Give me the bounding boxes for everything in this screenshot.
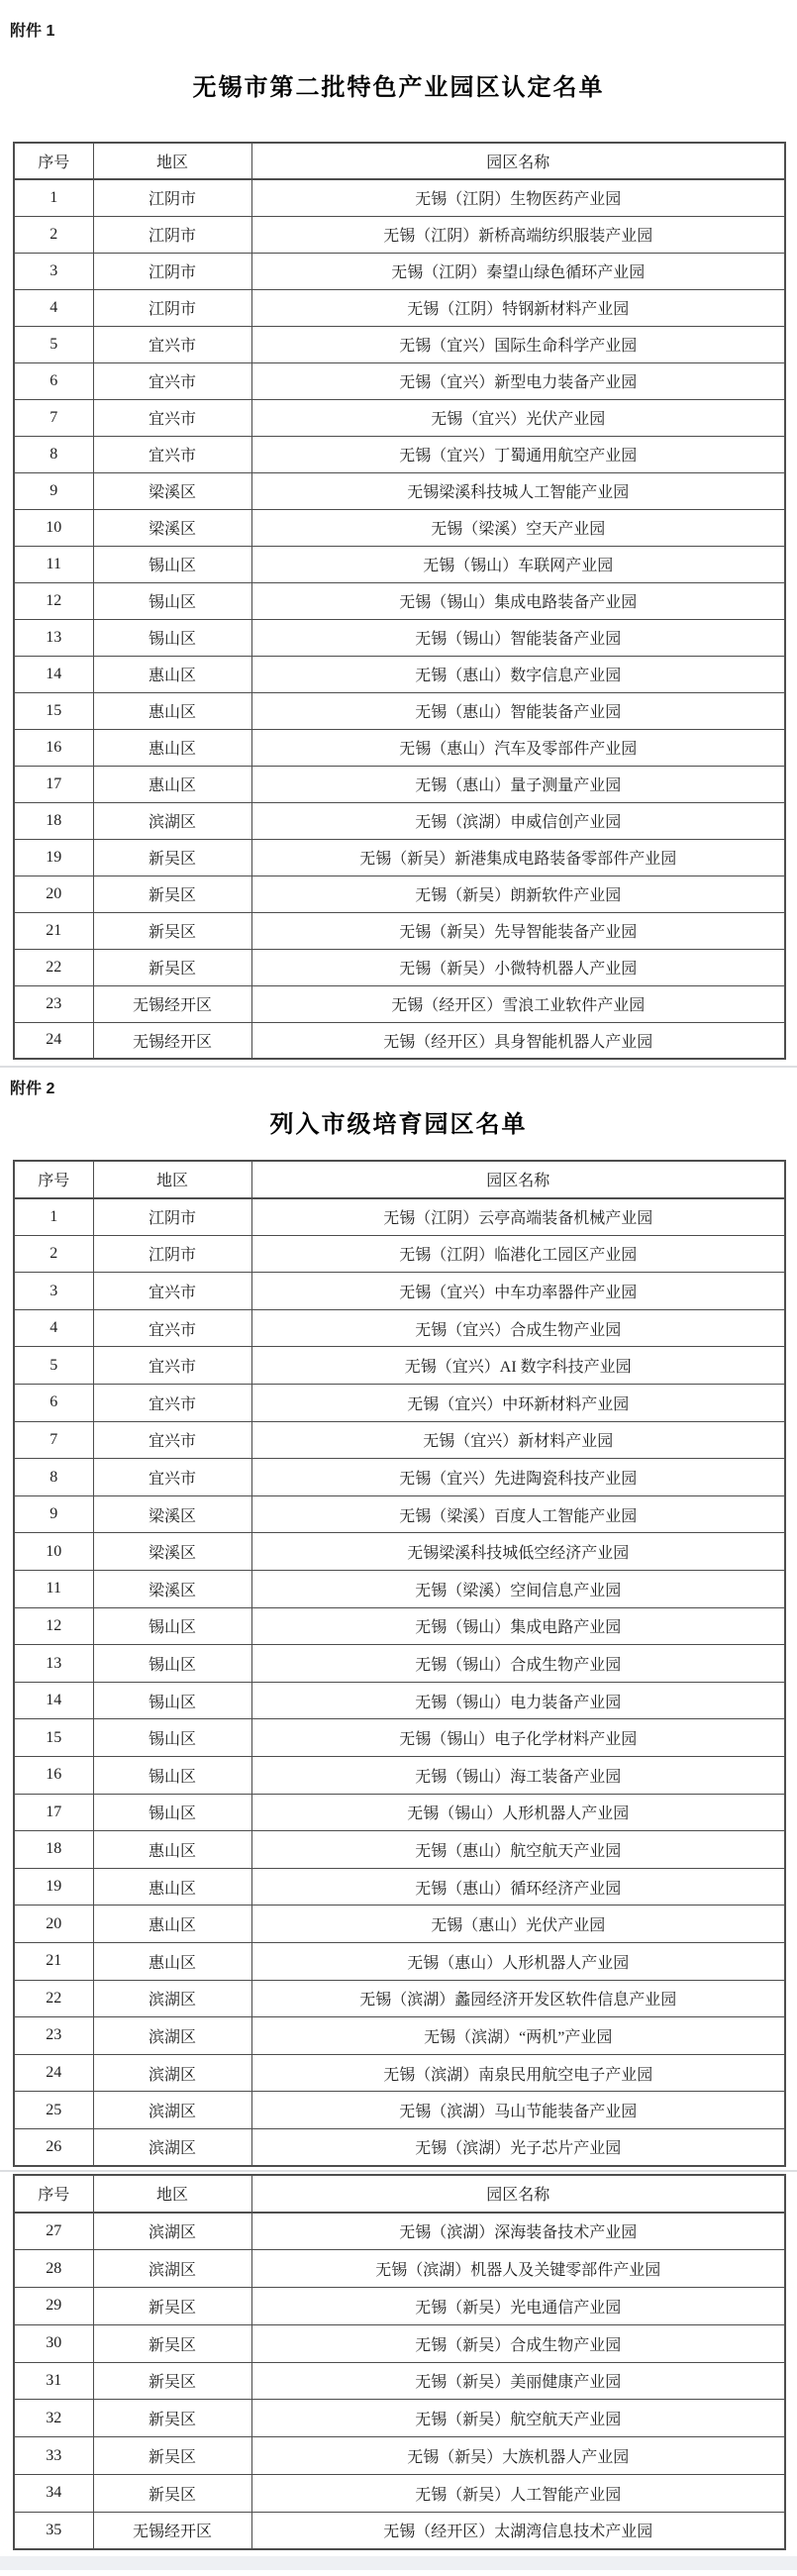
table-row — [14, 2287, 785, 2324]
district-cell: 锡山区 — [93, 582, 251, 619]
park-name-cell: 无锡（新吴）先导智能装备产业园 — [251, 912, 785, 949]
park-name-cell: 无锡（经开区）具身智能机器人产业园 — [251, 1022, 785, 1059]
park-name-cell: 无锡（梁溪）百度人工智能产业园 — [251, 1495, 785, 1533]
serial-number-cell: 8 — [14, 436, 93, 472]
serial-number-cell: 13 — [14, 619, 93, 656]
district-cell: 惠山区 — [93, 766, 251, 802]
table-row — [14, 912, 785, 949]
serial-number-cell: 17 — [14, 1794, 93, 1831]
recognized-parks-table — [13, 142, 786, 1060]
table-row — [14, 1309, 785, 1347]
serial-number-cell: 18 — [14, 802, 93, 839]
district-cell: 惠山区 — [93, 1942, 251, 1980]
table-row — [14, 1347, 785, 1385]
serial-number-cell: 3 — [14, 253, 93, 289]
district-cell: 江阴市 — [93, 179, 251, 216]
table-row — [14, 253, 785, 289]
district-cell: 锡山区 — [93, 546, 251, 582]
district-cell: 无锡经开区 — [93, 1022, 251, 1059]
district-cell: 新吴区 — [93, 2287, 251, 2324]
district-cell: 宜兴市 — [93, 436, 251, 472]
park-name-cell: 无锡（宜兴）合成生物产业园 — [251, 1309, 785, 1347]
park-name-cell: 无锡（江阴）云亭高端装备机械产业园 — [251, 1198, 785, 1236]
table-row — [14, 2362, 785, 2400]
table-row — [14, 1719, 785, 1757]
serial-number-cell: 10 — [14, 509, 93, 546]
district-cell: 锡山区 — [93, 1719, 251, 1757]
serial-number-cell: 19 — [14, 839, 93, 876]
district-cell: 新吴区 — [93, 912, 251, 949]
serial-number-cell: 17 — [14, 766, 93, 802]
district-cell: 宜兴市 — [93, 1459, 251, 1496]
district-cell: 锡山区 — [93, 619, 251, 656]
park-name-cell: 无锡（新吴）大族机器人产业园 — [251, 2437, 785, 2475]
table-row — [14, 2400, 785, 2437]
document-page-3 — [0, 2172, 797, 2556]
district-cell: 新吴区 — [93, 2324, 251, 2362]
cultivated-parks-table-continued — [13, 2174, 786, 2550]
district-cell: 江阴市 — [93, 253, 251, 289]
park-name-cell: 无锡（宜兴）先进陶瓷科技产业园 — [251, 1459, 785, 1496]
district-cell: 宜兴市 — [93, 399, 251, 436]
park-name-cell: 无锡（锡山）车联网产业园 — [251, 546, 785, 582]
park-name-cell: 无锡（锡山）人形机器人产业园 — [251, 1794, 785, 1831]
district-cell: 无锡经开区 — [93, 985, 251, 1022]
serial-number-cell: 8 — [14, 1459, 93, 1496]
table-row — [14, 1459, 785, 1496]
park-name-cell: 无锡（惠山）智能装备产业园 — [251, 692, 785, 729]
table-row — [14, 2474, 785, 2512]
serial-number-cell: 16 — [14, 1757, 93, 1795]
column-header: 序号 — [14, 143, 93, 179]
district-cell: 滨湖区 — [93, 2054, 251, 2092]
district-cell: 新吴区 — [93, 839, 251, 876]
park-name-cell: 无锡（梁溪）空间信息产业园 — [251, 1571, 785, 1608]
district-cell: 新吴区 — [93, 2437, 251, 2475]
table-row — [14, 1607, 785, 1645]
park-name-cell: 无锡（江阴）新桥高端纺织服装产业园 — [251, 216, 785, 253]
serial-number-cell: 3 — [14, 1273, 93, 1310]
serial-number-cell: 21 — [14, 912, 93, 949]
header-row — [14, 143, 785, 179]
serial-number-cell: 33 — [14, 2437, 93, 2475]
attachment-2-title: 列入市级培育园区名单 — [269, 1111, 528, 1138]
park-name-cell: 无锡（滨湖）机器人及关键零部件产业园 — [251, 2250, 785, 2288]
park-name-cell: 无锡（经开区）雪浪工业软件产业园 — [251, 985, 785, 1022]
park-name-cell: 无锡（新吴）合成生物产业园 — [251, 2324, 785, 2362]
table-row — [14, 1906, 785, 1943]
district-cell: 宜兴市 — [93, 1309, 251, 1347]
district-cell: 新吴区 — [93, 2362, 251, 2400]
serial-number-cell: 4 — [14, 289, 93, 326]
district-cell: 梁溪区 — [93, 1495, 251, 1533]
table-row — [14, 729, 785, 766]
park-name-cell: 无锡（惠山）汽车及零部件产业园 — [251, 729, 785, 766]
park-name-cell: 无锡（经开区）太湖湾信息技术产业园 — [251, 2512, 785, 2549]
table-row — [14, 2092, 785, 2129]
table-row — [14, 1273, 785, 1310]
attachment-1-title: 无锡市第二批特色产业园区认定名单 — [192, 74, 605, 101]
park-name-cell: 无锡（锡山）电子化学材料产业园 — [251, 1719, 785, 1757]
district-cell: 江阴市 — [93, 1235, 251, 1273]
serial-number-cell: 23 — [14, 2017, 93, 2055]
park-name-cell: 无锡（惠山）航空航天产业园 — [251, 1831, 785, 1869]
serial-number-cell: 22 — [14, 949, 93, 985]
district-cell: 惠山区 — [93, 729, 251, 766]
park-name-cell: 无锡（江阴）秦望山绿色循环产业园 — [251, 253, 785, 289]
table-row — [14, 509, 785, 546]
serial-number-cell: 25 — [14, 2092, 93, 2129]
serial-number-cell: 26 — [14, 2128, 93, 2166]
serial-number-cell: 19 — [14, 1868, 93, 1906]
serial-number-cell: 7 — [14, 399, 93, 436]
column-header: 园区名称 — [251, 2175, 785, 2213]
district-cell: 惠山区 — [93, 692, 251, 729]
park-name-cell: 无锡（滨湖）申威信创产业园 — [251, 802, 785, 839]
table-row — [14, 1757, 785, 1795]
table-row — [14, 1571, 785, 1608]
table-row — [14, 985, 785, 1022]
district-cell: 梁溪区 — [93, 472, 251, 509]
park-name-cell: 无锡（锡山）集成电路产业园 — [251, 1607, 785, 1645]
district-cell: 江阴市 — [93, 216, 251, 253]
table-row — [14, 1198, 785, 1236]
viewport-bottom-gap — [0, 2556, 797, 2570]
table-row — [14, 619, 785, 656]
serial-number-cell: 20 — [14, 876, 93, 912]
serial-number-cell: 10 — [14, 1533, 93, 1571]
serial-number-cell: 16 — [14, 729, 93, 766]
header-row — [14, 1161, 785, 1198]
serial-number-cell: 11 — [14, 546, 93, 582]
park-name-cell: 无锡（新吴）美丽健康产业园 — [251, 2362, 785, 2400]
park-name-cell: 无锡（锡山）集成电路装备产业园 — [251, 582, 785, 619]
park-name-cell: 无锡（滨湖）深海装备技术产业园 — [251, 2213, 785, 2250]
district-cell: 惠山区 — [93, 1831, 251, 1869]
table-row — [14, 1533, 785, 1571]
district-cell: 新吴区 — [93, 949, 251, 985]
table-row — [14, 1831, 785, 1869]
column-header: 园区名称 — [251, 143, 785, 179]
column-header: 地区 — [93, 1161, 251, 1198]
park-name-cell: 无锡（宜兴）丁蜀通用航空产业园 — [251, 436, 785, 472]
serial-number-cell: 6 — [14, 362, 93, 399]
table-row — [14, 802, 785, 839]
park-name-cell: 无锡（宜兴）中环新材料产业园 — [251, 1385, 785, 1422]
document-page-2 — [0, 1068, 797, 2170]
park-name-cell: 无锡（锡山）电力装备产业园 — [251, 1682, 785, 1719]
serial-number-cell: 12 — [14, 1607, 93, 1645]
serial-number-cell: 34 — [14, 2474, 93, 2512]
column-header: 园区名称 — [251, 1161, 785, 1198]
serial-number-cell: 11 — [14, 1571, 93, 1608]
district-cell: 江阴市 — [93, 289, 251, 326]
park-name-cell: 无锡（惠山）数字信息产业园 — [251, 656, 785, 692]
park-name-cell: 无锡（惠山）光伏产业园 — [251, 1906, 785, 1943]
district-cell: 宜兴市 — [93, 1421, 251, 1459]
district-cell: 滨湖区 — [93, 2017, 251, 2055]
district-cell: 滨湖区 — [93, 2092, 251, 2129]
serial-number-cell: 35 — [14, 2512, 93, 2549]
serial-number-cell: 1 — [14, 179, 93, 216]
serial-number-cell: 4 — [14, 1309, 93, 1347]
park-name-cell: 无锡（滨湖）“两机”产业园 — [251, 2017, 785, 2055]
serial-number-cell: 15 — [14, 1719, 93, 1757]
serial-number-cell: 29 — [14, 2287, 93, 2324]
table-row — [14, 362, 785, 399]
table-row — [14, 2213, 785, 2250]
table-row — [14, 1868, 785, 1906]
park-name-cell: 无锡（新吴）人工智能产业园 — [251, 2474, 785, 2512]
serial-number-cell: 5 — [14, 1347, 93, 1385]
park-name-cell: 无锡梁溪科技城低空经济产业园 — [251, 1533, 785, 1571]
district-cell: 新吴区 — [93, 2400, 251, 2437]
park-name-cell: 无锡（江阴）生物医药产业园 — [251, 179, 785, 216]
park-name-cell: 无锡（宜兴）AI 数字科技产业园 — [251, 1347, 785, 1385]
column-header: 序号 — [14, 2175, 93, 2213]
park-name-cell: 无锡（惠山）循环经济产业园 — [251, 1868, 785, 1906]
serial-number-cell: 12 — [14, 582, 93, 619]
table-row — [14, 472, 785, 509]
park-name-cell: 无锡（滨湖）南泉民用航空电子产业园 — [251, 2054, 785, 2092]
park-name-cell: 无锡（新吴）朗新软件产业园 — [251, 876, 785, 912]
serial-number-cell: 15 — [14, 692, 93, 729]
column-header: 地区 — [93, 143, 251, 179]
district-cell: 滨湖区 — [93, 802, 251, 839]
serial-number-cell: 7 — [14, 1421, 93, 1459]
serial-number-cell: 32 — [14, 2400, 93, 2437]
serial-number-cell: 13 — [14, 1645, 93, 1683]
table-row — [14, 692, 785, 729]
park-name-cell: 无锡（宜兴）新型电力装备产业园 — [251, 362, 785, 399]
district-cell: 锡山区 — [93, 1607, 251, 1645]
table-row — [14, 2128, 785, 2166]
park-name-cell: 无锡（锡山）合成生物产业园 — [251, 1645, 785, 1683]
table-row — [14, 1495, 785, 1533]
district-cell: 江阴市 — [93, 1198, 251, 1236]
table-row — [14, 1682, 785, 1719]
park-name-cell: 无锡（新吴）光电通信产业园 — [251, 2287, 785, 2324]
column-header: 地区 — [93, 2175, 251, 2213]
park-name-cell: 无锡（新吴）小微特机器人产业园 — [251, 949, 785, 985]
table-row — [14, 1421, 785, 1459]
table-row — [14, 1645, 785, 1683]
document-page-1 — [0, 0, 797, 1066]
serial-number-cell: 9 — [14, 1495, 93, 1533]
serial-number-cell: 24 — [14, 1022, 93, 1059]
park-name-cell: 无锡（梁溪）空天产业园 — [251, 509, 785, 546]
column-header: 序号 — [14, 1161, 93, 1198]
serial-number-cell: 20 — [14, 1906, 93, 1943]
header-row — [14, 2175, 785, 2213]
attachment-1-label: 附件 1 — [10, 23, 55, 40]
serial-number-cell: 1 — [14, 1198, 93, 1236]
serial-number-cell: 23 — [14, 985, 93, 1022]
serial-number-cell: 28 — [14, 2250, 93, 2288]
table-row — [14, 949, 785, 985]
park-name-cell: 无锡（江阴）特钢新材料产业园 — [251, 289, 785, 326]
district-cell: 宜兴市 — [93, 1273, 251, 1310]
serial-number-cell: 27 — [14, 2213, 93, 2250]
table-row — [14, 2512, 785, 2549]
table-row — [14, 1794, 785, 1831]
serial-number-cell: 21 — [14, 1942, 93, 1980]
park-name-cell: 无锡（宜兴）光伏产业园 — [251, 399, 785, 436]
district-cell: 宜兴市 — [93, 362, 251, 399]
district-cell: 梁溪区 — [93, 1571, 251, 1608]
attachment-2-label: 附件 2 — [10, 1081, 55, 1097]
table-row — [14, 289, 785, 326]
district-cell: 滨湖区 — [93, 2250, 251, 2288]
table-row — [14, 1235, 785, 1273]
district-cell: 锡山区 — [93, 1682, 251, 1719]
district-cell: 惠山区 — [93, 656, 251, 692]
table-row — [14, 839, 785, 876]
park-name-cell: 无锡（宜兴）中车功率器件产业园 — [251, 1273, 785, 1310]
serial-number-cell: 2 — [14, 216, 93, 253]
serial-number-cell: 6 — [14, 1385, 93, 1422]
serial-number-cell: 14 — [14, 1682, 93, 1719]
district-cell: 惠山区 — [93, 1868, 251, 1906]
serial-number-cell: 9 — [14, 472, 93, 509]
serial-number-cell: 5 — [14, 326, 93, 362]
cultivated-parks-table — [13, 1160, 786, 2167]
table-row — [14, 216, 785, 253]
district-cell: 惠山区 — [93, 1906, 251, 1943]
table-row — [14, 766, 785, 802]
table-row — [14, 2054, 785, 2092]
district-cell: 锡山区 — [93, 1645, 251, 1683]
park-name-cell: 无锡梁溪科技城人工智能产业园 — [251, 472, 785, 509]
table-row — [14, 1385, 785, 1422]
table-row — [14, 2250, 785, 2288]
park-name-cell: 无锡（江阴）临港化工园区产业园 — [251, 1235, 785, 1273]
serial-number-cell: 24 — [14, 2054, 93, 2092]
park-name-cell: 无锡（滨湖）蠡园经济开发区软件信息产业园 — [251, 1980, 785, 2017]
table-row — [14, 2437, 785, 2475]
table-row — [14, 1942, 785, 1980]
park-name-cell: 无锡（滨湖）光子芯片产业园 — [251, 2128, 785, 2166]
district-cell: 宜兴市 — [93, 326, 251, 362]
serial-number-cell: 2 — [14, 1235, 93, 1273]
district-cell: 新吴区 — [93, 2474, 251, 2512]
district-cell: 梁溪区 — [93, 1533, 251, 1571]
district-cell: 宜兴市 — [93, 1347, 251, 1385]
table-row — [14, 582, 785, 619]
district-cell: 锡山区 — [93, 1794, 251, 1831]
serial-number-cell: 30 — [14, 2324, 93, 2362]
district-cell: 梁溪区 — [93, 509, 251, 546]
serial-number-cell: 14 — [14, 656, 93, 692]
table-row — [14, 656, 785, 692]
park-name-cell: 无锡（宜兴）国际生命科学产业园 — [251, 326, 785, 362]
table-row — [14, 876, 785, 912]
district-cell: 新吴区 — [93, 876, 251, 912]
district-cell: 无锡经开区 — [93, 2512, 251, 2549]
table-row — [14, 2324, 785, 2362]
table-row — [14, 1980, 785, 2017]
district-cell: 锡山区 — [93, 1757, 251, 1795]
serial-number-cell: 18 — [14, 1831, 93, 1869]
park-name-cell: 无锡（锡山）智能装备产业园 — [251, 619, 785, 656]
table-row — [14, 179, 785, 216]
park-name-cell: 无锡（惠山）量子测量产业园 — [251, 766, 785, 802]
park-name-cell: 无锡（滨湖）马山节能装备产业园 — [251, 2092, 785, 2129]
park-name-cell: 无锡（锡山）海工装备产业园 — [251, 1757, 785, 1795]
park-name-cell: 无锡（宜兴）新材料产业园 — [251, 1421, 785, 1459]
table-row — [14, 326, 785, 362]
serial-number-cell: 31 — [14, 2362, 93, 2400]
table-row — [14, 436, 785, 472]
district-cell: 滨湖区 — [93, 1980, 251, 2017]
park-name-cell: 无锡（新吴）航空航天产业园 — [251, 2400, 785, 2437]
table-row — [14, 546, 785, 582]
district-cell: 滨湖区 — [93, 2128, 251, 2166]
serial-number-cell: 22 — [14, 1980, 93, 2017]
district-cell: 滨湖区 — [93, 2213, 251, 2250]
table-row — [14, 399, 785, 436]
park-name-cell: 无锡（新吴）新港集成电路装备零部件产业园 — [251, 839, 785, 876]
table-row — [14, 2017, 785, 2055]
table-row — [14, 1022, 785, 1059]
park-name-cell: 无锡（惠山）人形机器人产业园 — [251, 1942, 785, 1980]
district-cell: 宜兴市 — [93, 1385, 251, 1422]
